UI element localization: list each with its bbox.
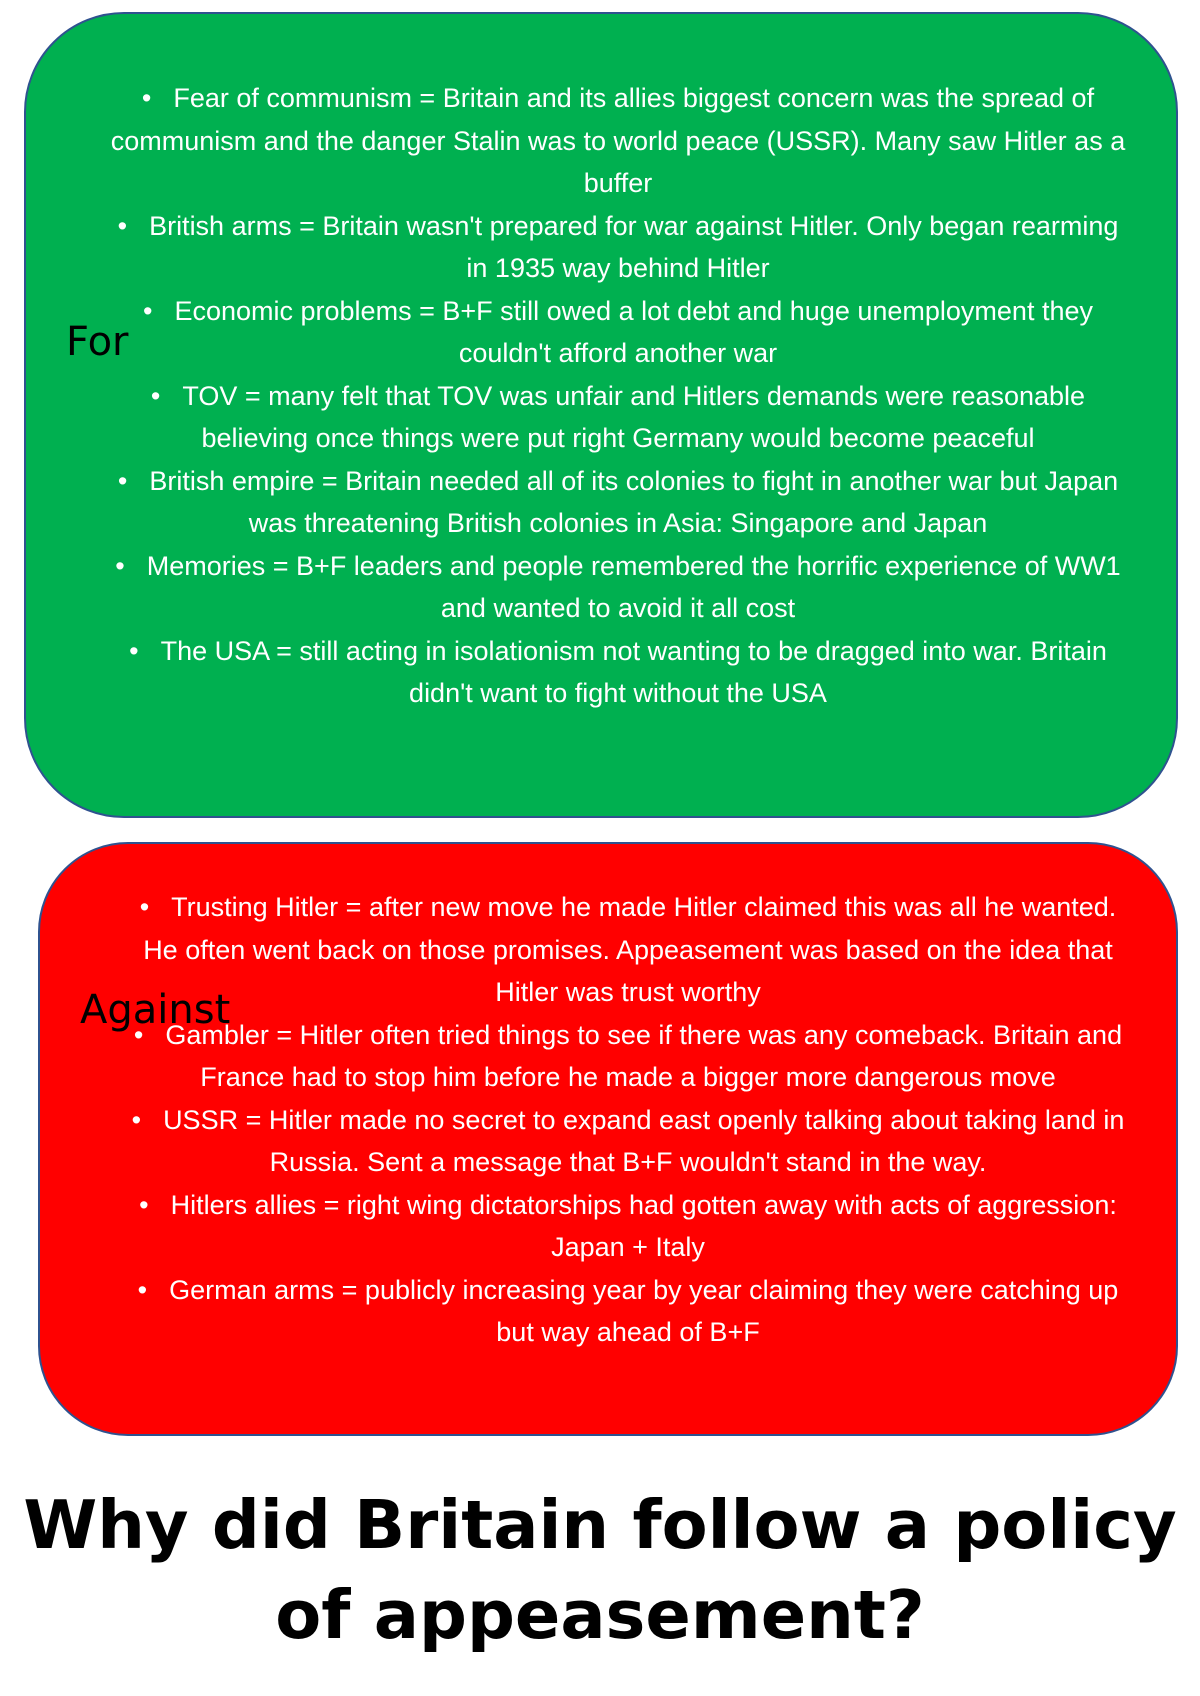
list-item: • TOV = many felt that TOV was unfair and Hitlers demands were reasonable believing once things were put right Germany would become peaceful (110, 375, 1126, 460)
list-item: • Memories = B+F leaders and people remembered the horrific experience of WW1 and wanted to avoid it all cost (110, 545, 1126, 630)
list-item: • Gambler = Hitler often tried things to see if there was any comeback. Britain and France had to stop him before he made a bigger more dangerous move (128, 1014, 1128, 1099)
list-item: • Fear of communism = Britain and its allies biggest concern was the spread of communism and the danger Stalin was to world peace (USSR). Many saw Hitler as a buffer (110, 77, 1126, 205)
page-title: Why did Britain follow a policy of appeasement? (23, 1486, 1177, 1654)
list-item: • German arms = publicly increasing year by year claiming they were catching up but way ahead of B+F (128, 1269, 1128, 1354)
list-item: • British empire = Britain needed all of its colonies to fight in another war but Japan was threatening British colonies in Asia: Singapore and Japan (110, 460, 1126, 545)
against-label: Against (80, 987, 231, 1033)
list-item: • Trusting Hitler = after new move he made Hitler claimed this was all he wanted. He often went back on those promises. Appeasement was based on the idea that Hitler was trust worthy (128, 886, 1128, 1014)
for-label: For (66, 319, 129, 365)
list-item: • USSR = Hitler made no secret to expand east openly talking about taking land in Russia. Sent a message that B+F wouldn't stand in the way. (128, 1099, 1128, 1184)
list-item: • British arms = Britain wasn't prepared for war against Hitler. Only began rearming in 1935 way behind Hitler (110, 205, 1126, 290)
list-item: • Economic problems = B+F still owed a lot debt and huge unemployment they couldn't afford another war (110, 290, 1126, 375)
list-item: • The USA = still acting in isolationism not wanting to be dragged into war. Britain didn't want to fight without the USA (110, 630, 1126, 715)
list-item: • Hitlers allies = right wing dictatorships had gotten away with acts of aggression: Japan + Italy (128, 1184, 1128, 1269)
against-points-list (128, 886, 1128, 1354)
for-points-list (110, 77, 1126, 715)
